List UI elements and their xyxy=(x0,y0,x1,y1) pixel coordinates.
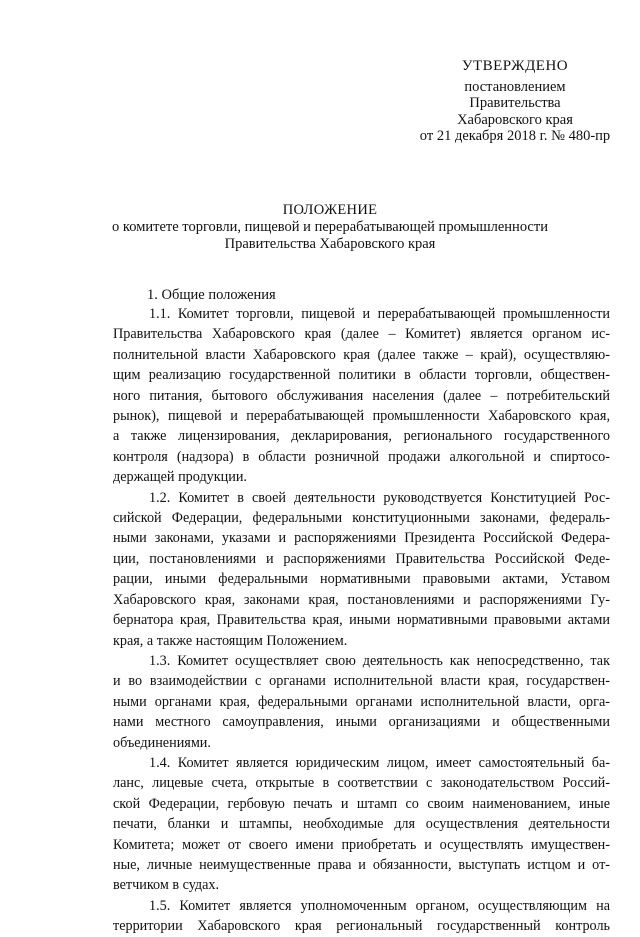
paragraph-2 xyxy=(113,488,610,651)
paragraph-line: полнительной власти Хабаровского края (далее также – край), осуществляю- xyxy=(113,346,610,363)
approval-line-3: Хабаровского края xyxy=(457,111,573,128)
section-heading: 1. Общие положения xyxy=(147,287,276,303)
document-body xyxy=(113,304,610,937)
approval-stamp-block xyxy=(405,58,625,145)
paragraph-line: рынок), пищевой и перерабатывающей промышленности Хабаровского края, xyxy=(113,408,610,425)
document-subtitle-line-2: Правительства Хабаровского края xyxy=(224,236,436,252)
document-subtitle-line-1: о комитете торговли, пищевой и перерабатывающей промышленности xyxy=(112,219,548,235)
paragraph-5 xyxy=(113,896,610,937)
document-title: ПОЛОЖЕНИЕ xyxy=(282,202,378,218)
document-title-block xyxy=(110,202,550,253)
paragraph-line: ными органами края, федеральными органами исполнительной власти, орга- xyxy=(113,693,610,710)
paragraph-4 xyxy=(113,753,610,896)
paragraph-line: ными законами, указами и распоряжениями Президента Российской Федера- xyxy=(113,530,610,547)
paragraph-line: и во взаимодействии с органами исполнительной власти края, государствен- xyxy=(113,673,610,690)
approval-line-2: Правительства xyxy=(469,95,561,111)
paragraph-line: Правительства Хабаровского края (далее – Комитет) является органом ис- xyxy=(113,326,610,343)
paragraph-line: бернатора края, Правительства края, иными нормативными правовыми актами xyxy=(113,612,610,629)
paragraph-line: нами местного самоуправления, иными организациями и общественными xyxy=(113,714,610,731)
paragraph-line: территории Хабаровского края региональный государственный контроль xyxy=(113,918,610,935)
paragraph-line: края, а также настоящим Положением. xyxy=(113,632,348,649)
paragraph-line: ской Федерации, гербовую печать и штамп со своим наименованием, иные xyxy=(113,795,610,812)
approval-date-number: от 21 декабря 2018 г. № 480-пр xyxy=(419,128,611,144)
paragraph-line: рации, иными федеральными нормативными правовыми актами, Уставом xyxy=(113,571,610,588)
paragraph-line: объединениями. xyxy=(113,734,211,751)
paragraph-line: ветчиком в судах. xyxy=(113,877,220,894)
paragraph-line: ные, личные неимущественные права и обязанности, выступать истцом и от- xyxy=(113,856,610,873)
paragraph-line: ного питания, бытового обслуживания населения (далее – потребительский xyxy=(113,387,610,404)
paragraph-line: щим реализацию государственной политики в области торговли, обществен- xyxy=(113,367,610,384)
paragraph-line: печати, бланки и штампы, необходимые для осуществления деятельности xyxy=(113,816,610,833)
paragraph-line: 1.1. Комитет торговли, пищевой и перерабатывающей промышленности xyxy=(149,306,610,322)
paragraph-line: сийской Федерации, федеральными конституционными законами, федераль- xyxy=(113,510,610,527)
paragraph-3 xyxy=(113,651,610,753)
paragraph-line: ции, постановлениями и распоряжениями Правительства Российской Феде- xyxy=(113,550,610,567)
paragraph-line: 1.3. Комитет осуществляет свою деятельность как непосредственно, так xyxy=(149,652,610,669)
paragraph-line: Хабаровского края, законами края, постановлениями и распоряжениями Гу- xyxy=(113,591,610,608)
approved-label: УТВЕРЖДЕНО xyxy=(461,58,569,74)
paragraph-line: 1.2. Комитет в своей деятельности руководствуется Конституцией Рос- xyxy=(149,489,610,506)
paragraph-line: держащей продукции. xyxy=(113,469,247,486)
paragraph-1 xyxy=(113,304,610,488)
paragraph-line: Комитета; может от своего имени приобретать и осуществлять имуществен- xyxy=(113,836,610,853)
paragraph-line: ланс, лицевые счета, открытые в соответствии с законодательством Россий- xyxy=(113,775,610,792)
paragraph-line: а также лицензирования, декларирования, регионального государственного xyxy=(113,428,610,445)
paragraph-line: 1.5. Комитет является уполномоченным органом, осуществляющим на xyxy=(149,897,610,914)
paragraph-line: контроля (надзора) в области розничной продажи алкогольной и спиртосо- xyxy=(113,448,610,465)
paragraph-line: 1.4. Комитет является юридическим лицом, имеет самостоятельный ба- xyxy=(149,754,610,771)
approval-line-1: постановлением xyxy=(464,78,566,95)
